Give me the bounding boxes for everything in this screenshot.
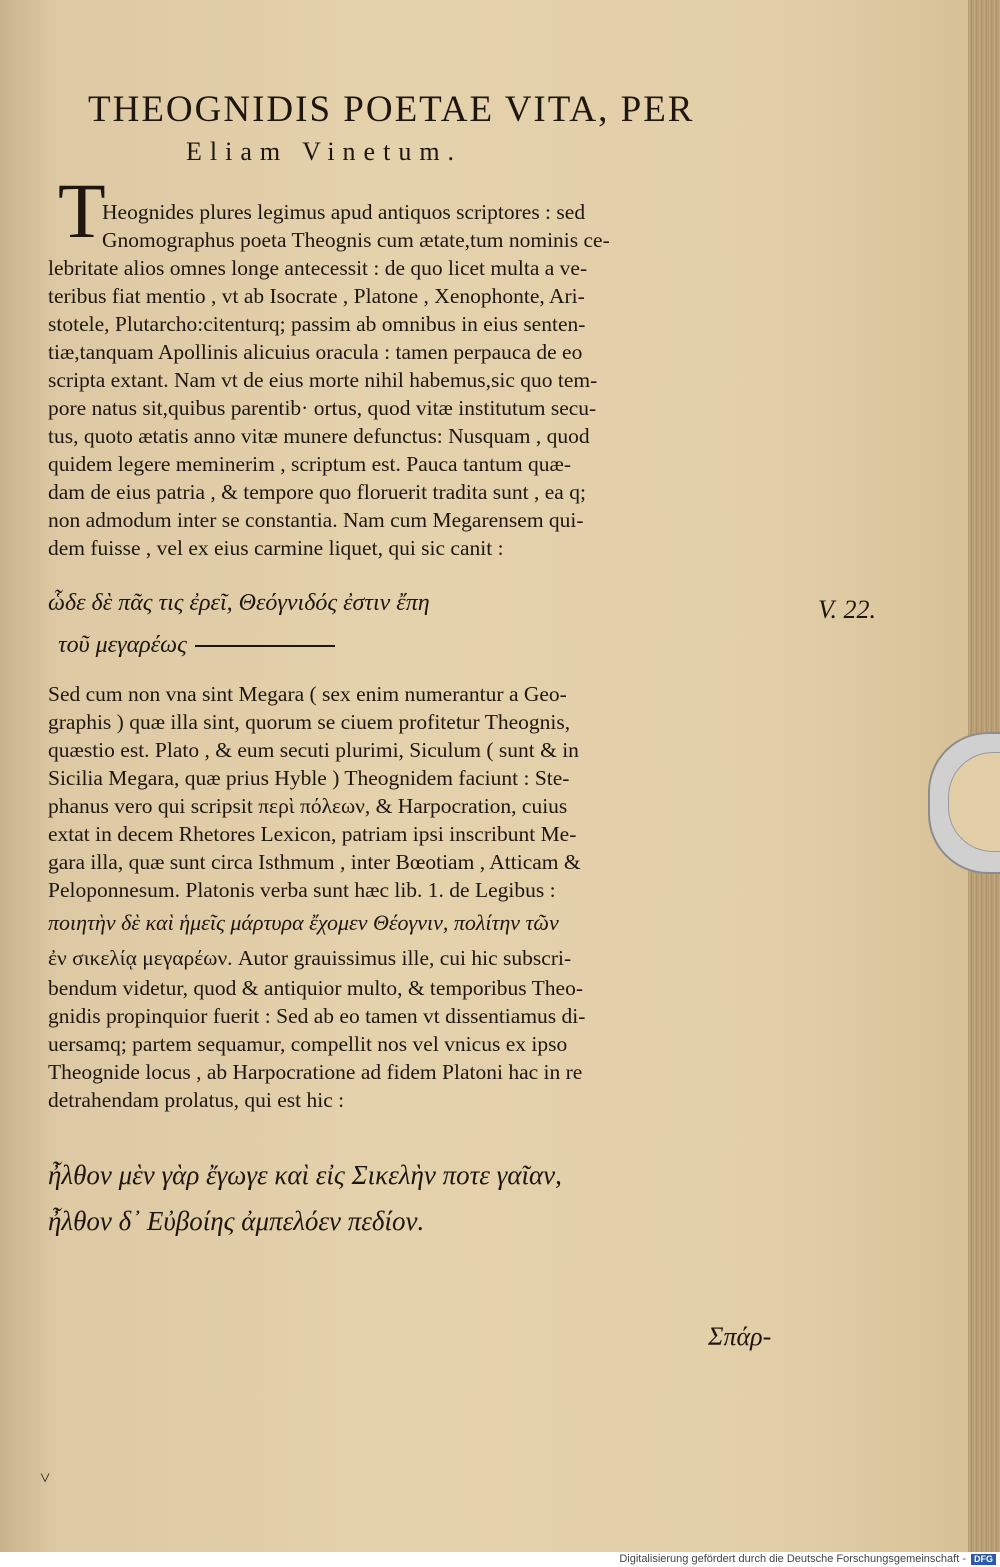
dfg-logo: DFG (971, 1554, 996, 1565)
text-line: lebritate alios omnes longe antecessit : de quo licet multa a ve- (48, 256, 588, 280)
catchword: Σπάρ- (708, 1322, 772, 1351)
text-line: stotele, Plutarcho:citenturq; passim ab omnibus in eius senten- (48, 312, 586, 336)
text-line: Heognides plures legimus apud antiquos scriptores : sed (102, 200, 586, 224)
text-line: Gnomographus poeta Theognis cum ætate,tum nominis ce- (102, 228, 610, 252)
text-line: non admodum inter se constantia. Nam cum Megarensem qui- (48, 508, 584, 532)
text-line: graphis ) quæ illa sint, quorum se ciuem profitetur Theognis, (48, 710, 571, 734)
text-line: dem fuisse , vel ex eius carmine liquet, qui sic canit : (48, 536, 504, 560)
text-line: Peloponnesum. Platonis verba sunt hæc lib. 1. de Legibus : (48, 878, 556, 902)
greek-verse-line: ἦλθον μὲν γὰρ ἔγωγε καὶ εἰς Σικελὴν ποτε γαῖαν, (48, 1160, 562, 1190)
page-title: THEOGNIDIS POETAE VITA, PER (88, 89, 695, 130)
printer-mark: ˅ (40, 1468, 51, 1488)
text-line: pore natus sit,quibus parentib· ortus, quod vitæ institutum secu- (48, 396, 597, 420)
text-line: quæstio est. Plato , & eum secuti plurimi, Siculum ( sunt & in (48, 738, 579, 762)
greek-verse-line: ὧδε δὲ πᾶς τις ἐρεῖ, Θεόγνιδός ἐστιν ἔπη (48, 590, 430, 616)
text-line: dam de eius patria , & tempore quo floruerit tradita sunt , ea q; (48, 480, 586, 504)
text-line: Sed cum non vna sint Megara ( sex enim numerantur a Geo- (48, 682, 567, 706)
text-line: extat in decem Rhetores Lexicon, patriam ipsi inscribunt Me- (48, 822, 577, 846)
text-line: Theognide locus , ab Harpocratione ad fidem Platoni hac in re (48, 1060, 583, 1084)
text-line: tus, quoto ætatis anno vitæ munere defunctus: Nusquam , quod (48, 424, 590, 448)
text-line: tiæ,tanquam Apollinis alicuius oracula : tamen perpauca de eo (48, 340, 583, 364)
footer-bar (0, 1552, 1000, 1567)
text-line: detrahendam prolatus, qui est hic : (48, 1088, 345, 1112)
text-line: gnidis propinquior fuerit : Sed ab eo tamen vt dissentiamus di- (48, 1004, 586, 1028)
text-line: ποιητὴν δὲ καὶ ἡμεῖς μάρτυρα ἔχομεν Θέογνιν, πολίτην τῶν (48, 910, 559, 935)
text-line: phanus vero qui scripsit περὶ πόλεων, & Harpocration, cuius (48, 794, 568, 818)
page-subtitle: Eliam Vinetum. (186, 137, 463, 166)
footer-credit: Digitalisierung gefördert durch die Deutsche Forschungsgemeinschaft - (619, 1553, 966, 1565)
margin-note: V. 22. (818, 595, 877, 624)
text-line: gara illa, quæ sunt circa Isthmum , inter Bœotiam , Atticam & (48, 850, 581, 874)
text-line: uersamq; partem sequamur, compellit nos vel vnicus ex ipso (48, 1032, 568, 1056)
text-line: quidem legere meminerim , scriptum est. Pauca tantum quæ- (48, 452, 572, 476)
dash-rule (195, 645, 335, 647)
greek-verse-line: ἦλθον δ᾽ Εὐβοίης ἀμπελόεν πεδίον. (48, 1206, 425, 1236)
text-line: Sicilia Megara, quæ prius Hyble ) Theognidem faciunt : Ste- (48, 766, 570, 790)
greek-verse-line: τοῦ μεγαρέως (58, 632, 335, 659)
text-line: bendum videtur, quod & antiquior multo, & temporibus Theo- (48, 976, 583, 1000)
text-line: ἐν σικελίᾳ μεγαρέων. Autor grauissimus ille, cui hic subscri- (48, 946, 572, 970)
text-line: teribus fiat mentio , vt ab Isocrate , Platone , Xenophonte, Ari- (48, 284, 585, 308)
text-line: scripta extant. Nam vt de eius morte nihil habemus,sic quo tem- (48, 368, 598, 392)
drop-cap: T (58, 167, 106, 254)
